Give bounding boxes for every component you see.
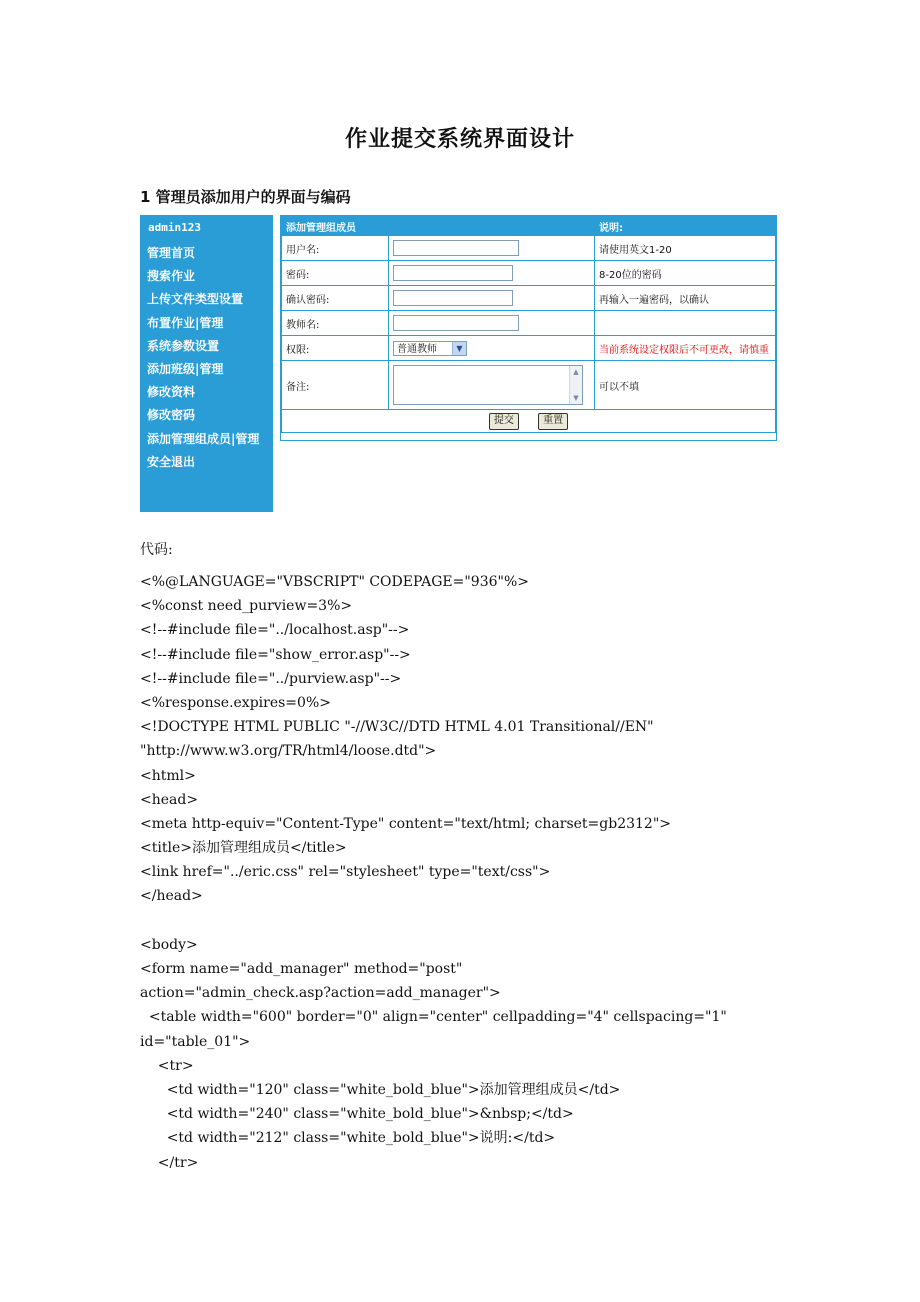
code-label: 代码:	[140, 542, 173, 558]
code-line: <!DOCTYPE HTML PUBLIC "-//W3C//DTD HTML 4.01 Transitional//EN"	[140, 719, 654, 736]
remark-note: 可以不填	[595, 361, 776, 410]
code-block	[140, 570, 800, 1175]
form-header-title: 添加管理组成员	[282, 217, 389, 236]
code-line: <table width="600" border="0" align="center" cellpadding="4" cellspacing="1"	[140, 1009, 727, 1026]
code-line: <td width="212" class="white_bold_blue">说明:</td>	[140, 1130, 556, 1147]
reset-button[interactable]: 重置	[538, 413, 568, 430]
username-note: 请使用英文1-20	[595, 236, 776, 261]
username-input[interactable]	[393, 240, 519, 256]
sidebar-menu	[147, 242, 259, 474]
code-line: <!--#include file="../purview.asp"-->	[140, 670, 402, 687]
sidebar-username: admin123	[148, 221, 201, 234]
code-line: </tr>	[140, 1154, 199, 1171]
code-line: "http://www.w3.org/TR/html4/loose.dtd">	[140, 743, 437, 760]
remark-label: 备注:	[282, 361, 389, 410]
code-line: </head>	[140, 888, 203, 905]
sidebar-item-logout[interactable]: 安全退出	[147, 454, 196, 469]
permission-warning: 当前系统设定权限后不可更改，请慎重	[595, 336, 776, 361]
section-heading: 1 管理员添加用户的界面与编码	[140, 188, 351, 206]
confirm-password-row	[282, 286, 776, 311]
scroll-down-icon[interactable]: ▼	[573, 394, 579, 402]
confirm-password-label: 确认密码:	[282, 286, 389, 311]
teacher-name-row	[282, 311, 776, 336]
add-manager-form	[280, 215, 777, 441]
password-note: 8-20位的密码	[595, 261, 776, 286]
form-header-blank	[389, 217, 595, 236]
code-line	[140, 909, 800, 933]
password-input[interactable]	[393, 265, 513, 281]
scroll-up-icon[interactable]: ▲	[573, 368, 579, 376]
code-line: <!--#include file="show_error.asp"-->	[140, 646, 411, 663]
code-line: <%response.expires=0%>	[140, 694, 331, 711]
submit-button[interactable]: 提交	[489, 413, 519, 430]
permission-selected-value: 普通教师	[397, 343, 437, 355]
sidebar-item-system-settings[interactable]: 系统参数设置	[147, 338, 220, 353]
screenshot-figure	[140, 215, 780, 515]
code-line: <link href="../eric.css" rel="stylesheet" type="text/css">	[140, 864, 551, 881]
form-header-note: 说明:	[595, 217, 776, 236]
code-line: <meta http-equiv="Content-Type" content="text/html; charset=gb2312">	[140, 815, 671, 832]
code-line: id="table_01">	[140, 1033, 251, 1050]
code-line: action="admin_check.asp?action=add_manager">	[140, 985, 501, 1002]
sidebar-item-add-class[interactable]: 添加班级|管理	[147, 361, 224, 376]
code-line: <tr>	[140, 1057, 194, 1074]
form-table	[281, 216, 776, 433]
username-label: 用户名:	[282, 236, 389, 261]
sidebar	[140, 215, 273, 512]
permission-label: 权限:	[282, 336, 389, 361]
code-line: <%const need_purview=3%>	[140, 598, 353, 615]
sidebar-item-add-manager[interactable]: 添加管理组成员|管理	[147, 431, 260, 446]
code-line: <%@LANGUAGE="VBSCRIPT" CODEPAGE="936"%>	[140, 574, 529, 590]
code-line: <head>	[140, 791, 199, 808]
code-line: <html>	[140, 767, 196, 784]
form-header-row	[282, 217, 776, 236]
code-line: <form name="add_manager" method="post"	[140, 961, 463, 977]
password-row	[282, 261, 776, 286]
sidebar-item-edit-profile[interactable]: 修改资料	[147, 385, 196, 400]
sidebar-item-change-password[interactable]: 修改密码	[147, 408, 196, 423]
sidebar-item-upload-file-types[interactable]: 上传文件类型设置	[147, 292, 244, 307]
teacher-name-label: 教师名:	[282, 311, 389, 336]
code-line: <td width="240" class="white_bold_blue">&nbsp;</td>	[140, 1106, 574, 1123]
remark-row	[282, 361, 776, 410]
sidebar-item-admin-home[interactable]: 管理首页	[147, 246, 196, 260]
button-row	[282, 410, 776, 433]
username-row	[282, 236, 776, 261]
code-line: <title>添加管理组成员</title>	[140, 840, 347, 857]
teacher-name-input[interactable]	[393, 315, 519, 331]
password-label: 密码:	[282, 261, 389, 286]
remark-textarea[interactable]	[393, 365, 583, 405]
chevron-down-icon[interactable]: ▼	[452, 342, 466, 355]
remark-scrollbar[interactable]	[569, 366, 582, 404]
sidebar-item-assign-homework[interactable]: 布置作业|管理	[147, 315, 224, 330]
code-line: <!--#include file="../localhost.asp"-->	[140, 622, 410, 639]
teacher-name-note	[595, 311, 776, 336]
code-line: <td width="120" class="white_bold_blue">添加管理组成员</td>	[140, 1081, 621, 1098]
sidebar-item-search-homework[interactable]: 搜索作业	[147, 269, 196, 284]
confirm-password-note: 再输入一遍密码，以确认	[595, 286, 776, 311]
document-title: 作业提交系统界面设计	[344, 127, 575, 152]
code-line: <body>	[140, 936, 198, 953]
permission-select[interactable]	[393, 341, 467, 356]
permission-row	[282, 336, 776, 361]
confirm-password-input[interactable]	[393, 290, 513, 306]
